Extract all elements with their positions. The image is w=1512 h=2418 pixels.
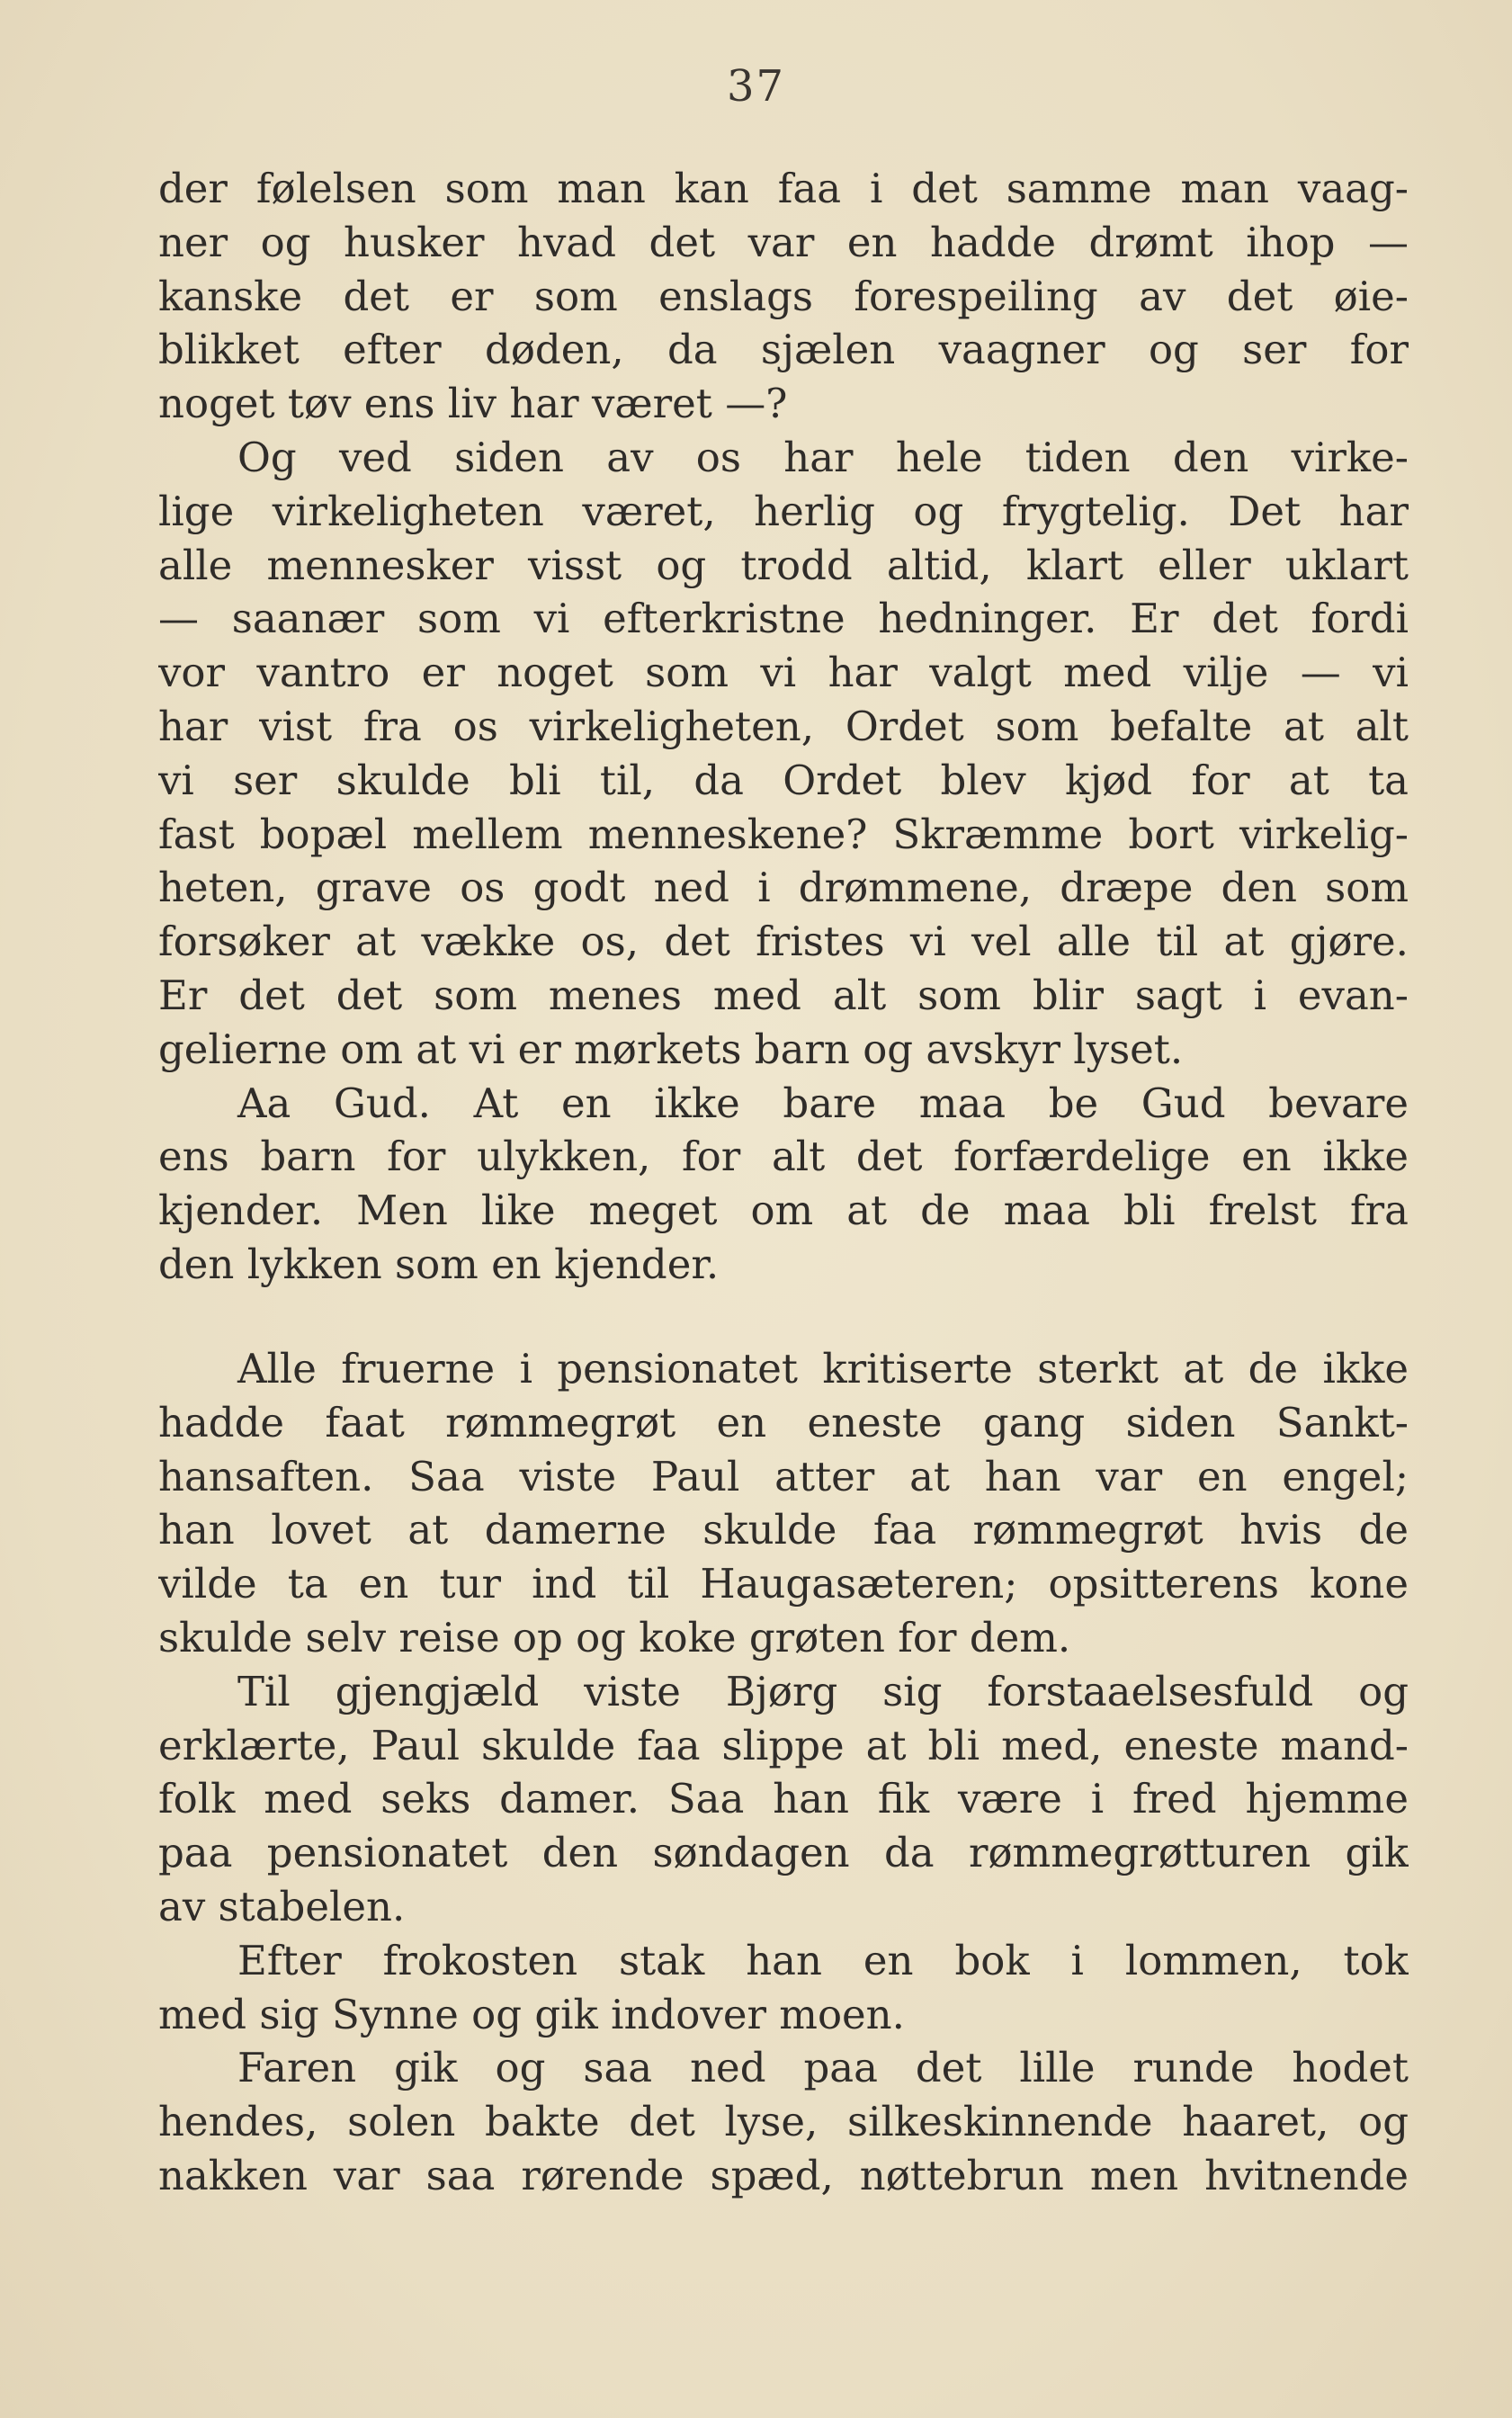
text-line: alle mennesker visst og trodd altid, klart eller uklart	[158, 541, 1409, 589]
text-line: Og ved siden av os har hele tiden den virke-	[237, 433, 1409, 481]
text-line: hansaften. Saa viste Paul atter at han var en engel;	[158, 1452, 1409, 1500]
text-line: blikket efter døden, da sjælen vaagner og ser for	[158, 326, 1409, 374]
text-line: Til gjengjæld viste Bjørg sig forstaaelsesfuld og	[237, 1667, 1409, 1715]
text-line: kjender. Men like meget om at de maa bli frelst fra	[158, 1187, 1409, 1235]
text-line: hendes, solen bakte det lyse, silkeskinnende haaret, og	[158, 2098, 1409, 2146]
text-line: nakken var saa rørende spæd, nøttebrun men hvitnende	[158, 2151, 1409, 2199]
text-line: gelierne om at vi er mørkets barn og avskyr lyset.	[158, 1025, 1184, 1073]
text-line: med sig Synne og gik indover moen.	[158, 1990, 905, 2038]
text-line: noget tøv ens liv har været —?	[158, 380, 788, 428]
text-line: ens barn for ulykken, for alt det forfærdelige en ikke	[158, 1133, 1409, 1181]
text-line: vi ser skulde bli til, da Ordet blev kjød for at ta	[158, 756, 1409, 804]
text-block-upper	[158, 162, 1409, 1292]
text-line: ner og husker hvad det var en hadde drømt ihop —	[158, 218, 1409, 266]
text-line: Er det det som menes med alt som blir sagt i evan-	[158, 971, 1409, 1019]
text-line: han lovet at damerne skulde faa rømmegrøt hvis de	[158, 1506, 1409, 1554]
text-line: den lykken som en kjender.	[158, 1240, 720, 1288]
text-line: hadde faat rømmegrøt en eneste gang siden Sankt-	[158, 1398, 1409, 1446]
text-line: Alle fruerne i pensionatet kritiserte sterkt at de ikke	[237, 1345, 1409, 1393]
text-line: vilde ta en tur ind til Haugasæteren; opsitterens kone	[158, 1560, 1409, 1608]
text-line: Efter frokosten stak han en bok i lommen, tok	[237, 1936, 1409, 1984]
text-line: av stabelen.	[158, 1882, 406, 1930]
text-line: forsøker at vække os, det fristes vi vel alle til at gjøre.	[158, 918, 1409, 966]
text-line: Faren gik og saa ned paa det lille runde hodet	[237, 2044, 1409, 2092]
text-line: folk med seks damer. Saa han fik være i fred hjemme	[158, 1775, 1409, 1823]
text-line: kanske det er som enslags forespeiling av det øie-	[158, 272, 1409, 320]
text-line: erklærte, Paul skulde faa slippe at bli med, eneste mand-	[158, 1721, 1409, 1769]
text-line: der følelsen som man kan faa i det samme man vaag-	[158, 165, 1409, 212]
text-line: lige virkeligheten været, herlig og frygtelig. Det har	[158, 487, 1409, 535]
text-line: Aa Gud. At en ikke bare maa be Gud bevare	[237, 1079, 1409, 1127]
text-line: skulde selv reise op og koke grøten for dem.	[158, 1613, 1071, 1661]
page-number: 37	[726, 61, 786, 112]
text-line: har vist fra os virkeligheten, Ordet som befalte at alt	[158, 702, 1409, 750]
text-line: vor vantro er noget som vi har valgt med vilje — vi	[158, 649, 1409, 697]
text-line: heten, grave os godt ned i drømmene, dræpe den som	[158, 864, 1409, 912]
text-block-lower	[158, 1342, 1409, 2203]
text-line: — saanær som vi efterkristne hedninger. Er det fordi	[158, 595, 1409, 643]
text-line: paa pensionatet den søndagen da rømmegrøtturen gik	[158, 1829, 1409, 1877]
text-line: fast bopæl mellem menneskene? Skræmme bort virkelig-	[158, 810, 1409, 858]
